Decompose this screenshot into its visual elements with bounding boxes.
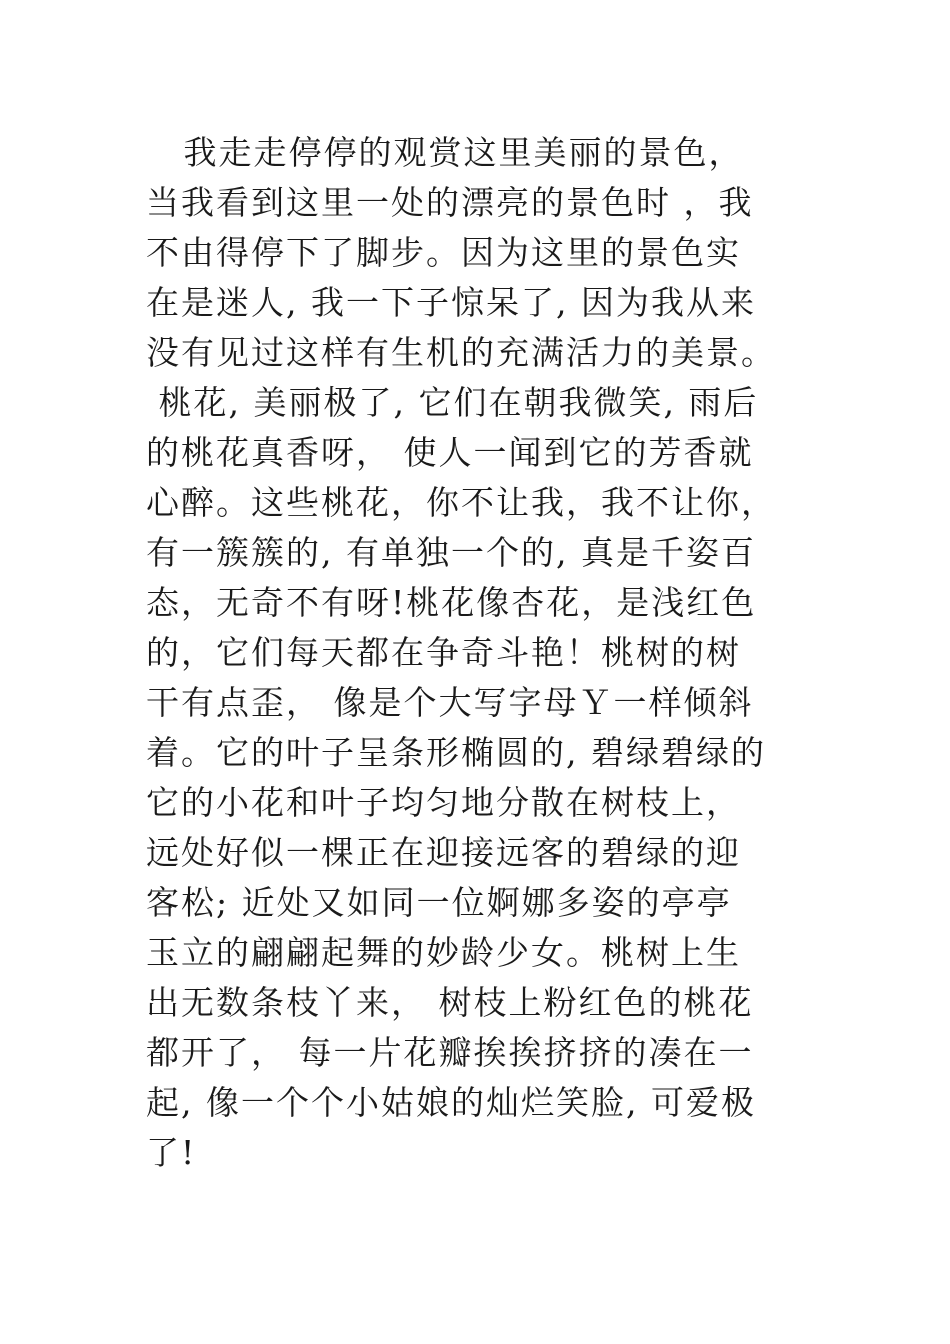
text-line-8: 心醉。这些桃花，你不让我，我不让你， [146, 483, 776, 522]
text-line-15: 远处好似一棵正在迎接远客的碧绿的迎 [146, 833, 741, 872]
text-line-13: 着。它的叶子呈条形椭圆的, 碧绿碧绿的 [146, 733, 766, 772]
text-line-2: 当我看到这里一处的漂亮的景色时 ，我 [146, 183, 754, 222]
text-line-11: 的，它们每天都在争奇斗艳！桃树的树 [146, 633, 741, 672]
text-line-17: 玉立的翩翩起舞的妙龄少女。桃树上生 [146, 933, 741, 972]
text-line-10: 态，无奇不有呀!桃花像杏花，是浅红色 [146, 583, 757, 622]
essay-paragraph [146, 128, 826, 1178]
text-line-1: 我走走停停的观赏这里美丽的景色， [146, 133, 744, 172]
text-line-18: 出无数条枝丫来， 树枝上粉红色的桃花 [146, 983, 754, 1022]
text-line-6: 桃花, 美丽极了, 它们在朝我微笑, 雨后 [146, 383, 759, 422]
text-line-16: 客松; 近处又如同一位婀娜多姿的亭亭 [146, 883, 732, 922]
text-line-20: 起, 像一个个小姑娘的灿烂笑脸, 可爱极 [146, 1083, 756, 1122]
text-line-14: 它的小花和叶子均匀地分散在树枝上， [146, 783, 741, 822]
text-line-7: 的桃花真香呀， 使人一闻到它的芳香就 [146, 433, 754, 472]
text-line-12: 干有点歪， 像是个大写字母Ｙ一样倾斜 [146, 683, 754, 722]
text-line-5: 没有见过这样有生机的充满活力的美景。 [146, 333, 776, 372]
text-line-21: 了! [146, 1133, 197, 1172]
text-line-4: 在是迷人, 我一下子惊呆了, 因为我从来 [146, 283, 756, 322]
text-line-3: 不由得停下了脚步。因为这里的景色实 [146, 233, 741, 272]
text-line-9: 有一簇簇的, 有单独一个的, 真是千姿百 [146, 533, 756, 572]
text-line-19: 都开了， 每一片花瓣挨挨挤挤的凑在一 [146, 1033, 754, 1072]
